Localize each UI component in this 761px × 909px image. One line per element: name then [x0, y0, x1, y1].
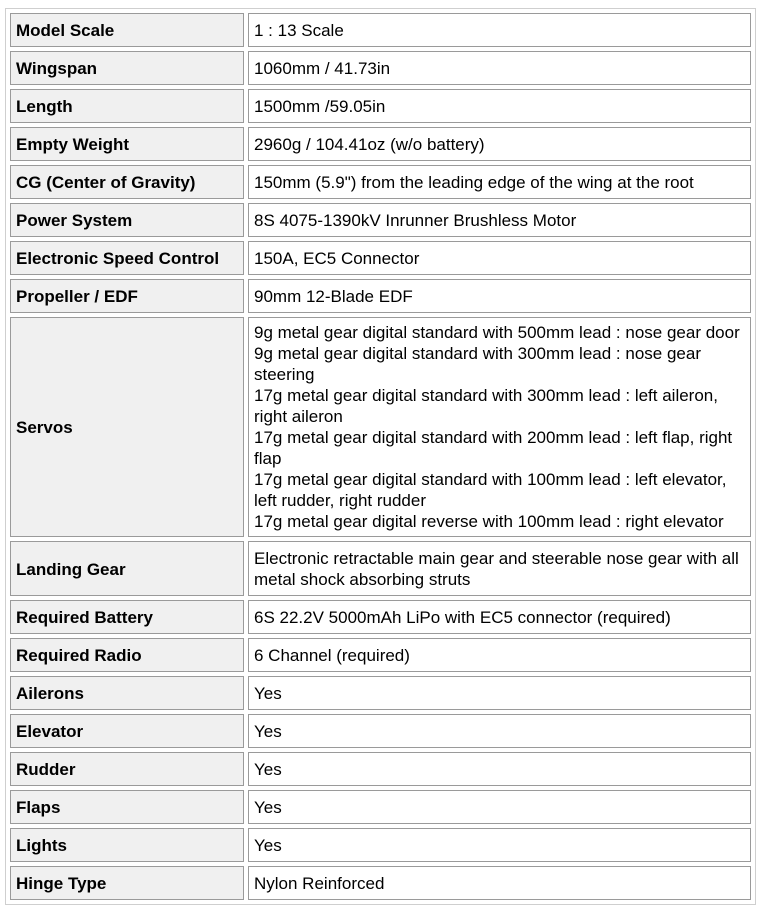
spec-table — [5, 8, 756, 905]
spec-row — [10, 317, 751, 537]
spec-label: Model Scale — [10, 13, 244, 47]
spec-row — [10, 638, 751, 672]
spec-value-line: 150A, EC5 Connector — [254, 249, 420, 268]
spec-label: CG (Center of Gravity) — [10, 165, 244, 199]
spec-row — [10, 828, 751, 862]
spec-value-line: Yes — [254, 760, 282, 779]
spec-value-line: 6 Channel (required) — [254, 646, 410, 665]
spec-value — [248, 541, 751, 596]
spec-value — [248, 51, 751, 85]
spec-label: Ailerons — [10, 676, 244, 710]
spec-row — [10, 676, 751, 710]
spec-value-line: 1 : 13 Scale — [254, 21, 344, 40]
spec-label: Power System — [10, 203, 244, 237]
spec-label: Propeller / EDF — [10, 279, 244, 313]
spec-value — [248, 13, 751, 47]
spec-value-line: Yes — [254, 798, 282, 817]
spec-label: Flaps — [10, 790, 244, 824]
spec-value — [248, 600, 751, 634]
spec-row — [10, 600, 751, 634]
spec-row — [10, 203, 751, 237]
spec-label: Elevator — [10, 714, 244, 748]
spec-row — [10, 541, 751, 596]
spec-value-line: 9g metal gear digital standard with 300mm lead : nose gear steering — [254, 344, 701, 384]
spec-label: Wingspan — [10, 51, 244, 85]
spec-row — [10, 13, 751, 47]
spec-value — [248, 638, 751, 672]
spec-value — [248, 203, 751, 237]
spec-row — [10, 165, 751, 199]
spec-value — [248, 752, 751, 786]
spec-value-line: 9g metal gear digital standard with 500mm lead : nose gear door — [254, 323, 740, 342]
spec-label: Lights — [10, 828, 244, 862]
spec-value-line: Electronic retractable main gear and steerable nose gear with all metal shock absorbing struts — [254, 549, 739, 589]
spec-row — [10, 752, 751, 786]
spec-value — [248, 866, 751, 900]
spec-row — [10, 241, 751, 275]
spec-row — [10, 790, 751, 824]
spec-row — [10, 279, 751, 313]
spec-value-line: Yes — [254, 684, 282, 703]
spec-value-line: 1500mm /59.05in — [254, 97, 386, 116]
spec-value-line: Yes — [254, 722, 282, 741]
spec-value-line: 6S 22.2V 5000mAh LiPo with EC5 connector (required) — [254, 608, 671, 627]
spec-value-line: 1060mm / 41.73in — [254, 59, 391, 78]
spec-label: Required Battery — [10, 600, 244, 634]
spec-value — [248, 127, 751, 161]
spec-value — [248, 89, 751, 123]
spec-value-line: 8S 4075-1390kV Inrunner Brushless Motor — [254, 211, 577, 230]
spec-value — [248, 165, 751, 199]
spec-label: Rudder — [10, 752, 244, 786]
spec-label: Hinge Type — [10, 866, 244, 900]
spec-value — [248, 828, 751, 862]
spec-value-line: 150mm (5.9") from the leading edge of the wing at the root — [254, 173, 694, 192]
spec-value — [248, 241, 751, 275]
spec-value-line: 17g metal gear digital standard with 300mm lead : left aileron, right aileron — [254, 386, 718, 426]
spec-label: Servos — [10, 317, 244, 537]
spec-value — [248, 714, 751, 748]
spec-value — [248, 790, 751, 824]
spec-value-line: Nylon Reinforced — [254, 874, 385, 893]
spec-value — [248, 676, 751, 710]
spec-table-body — [10, 13, 751, 900]
spec-label: Required Radio — [10, 638, 244, 672]
spec-value-line: 17g metal gear digital standard with 100mm lead : left elevator, left rudder, right rudder — [254, 470, 727, 510]
spec-value-line: 17g metal gear digital standard with 200mm lead : left flap, right flap — [254, 428, 733, 468]
spec-label: Landing Gear — [10, 541, 244, 596]
spec-row — [10, 866, 751, 900]
spec-label: Length — [10, 89, 244, 123]
spec-row — [10, 714, 751, 748]
spec-value-line: 2960g / 104.41oz (w/o battery) — [254, 135, 485, 154]
spec-value — [248, 279, 751, 313]
spec-value-line: 17g metal gear digital reverse with 100mm lead : right elevator — [254, 512, 724, 531]
spec-row — [10, 51, 751, 85]
spec-row — [10, 127, 751, 161]
spec-value-line: 90mm 12-Blade EDF — [254, 287, 413, 306]
spec-label: Empty Weight — [10, 127, 244, 161]
spec-label: Electronic Speed Control — [10, 241, 244, 275]
spec-value-line: Yes — [254, 836, 282, 855]
spec-value — [248, 317, 751, 537]
spec-row — [10, 89, 751, 123]
